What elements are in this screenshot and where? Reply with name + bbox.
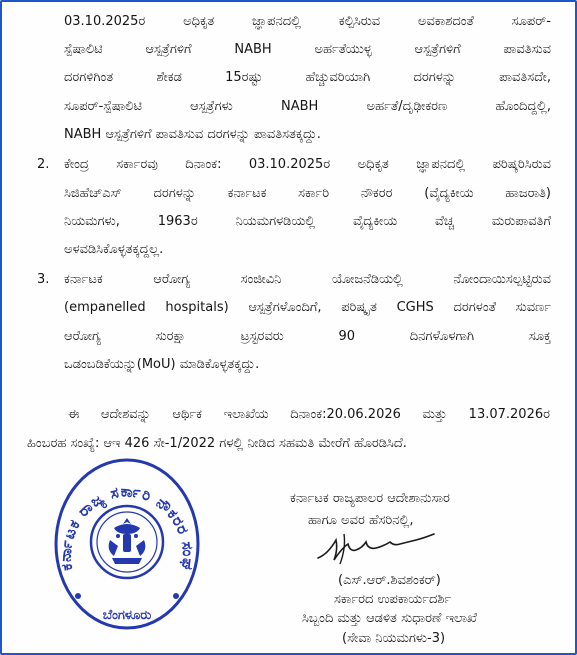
para1-line-4: ಸೂಪರ್-ಸ್ಪೆಷಾಲಿಟಿ ಆಸ್ಪತ್ರೆಗಳು NABH ಅರ್ಹತೆ/ದೃಢೀಕರಣ ಹೊಂದಿದ್ದಲ್ಲಿ,: [64, 99, 551, 114]
seal-arc-text: ಕರ್ನಾಟಕ ರಾಜ್ಯ ಸರ್ಕಾರಿ ನೌಕರರ ಸಂಘ: [56, 482, 198, 572]
item2-line-1: ಕೇಂದ್ರ ಸರ್ಕಾರವು ದಿನಾಂಕ: 03.10.2025ರ ಅಧಿಕೃತ ಜ್ಞಾಪನದಲ್ಲಿ ಪರಿಷ್ಕರಿಸಿರುವ: [64, 157, 551, 172]
department-name: ಸಿಬ್ಬಂದಿ ಮತ್ತು ಆಡಳಿತ ಸುಧಾರಣೆ ಇಲಾಖೆ: [302, 611, 478, 626]
list-number: 2.: [37, 157, 50, 172]
signature-icon: [314, 530, 444, 566]
para1-line-3: ದರಗಳಿಗಿಂತ ಶೇಕಡ 15ರಷ್ಟು ಹೆಚ್ಚುವರಿಯಾಗಿ ದರಗಳನ್ನು ಪಾವತಿಸದೇ,: [64, 70, 551, 85]
item3-line-4: ಒಡಂಬಡಿಕೆಯನ್ನು(MoU) ಮಾಡಿಕೊಳ್ಳತಕ್ಕದ್ದು.: [64, 357, 260, 372]
order-line-2: ಹಾಗೂ ಅವರ ಹೆಸರಿನಲ್ಲಿ,: [308, 513, 414, 528]
item3-line-2: (empanelled hospitals) ಆಸ್ಪತ್ರೆಗಳೊಂದಿಗೆ, ಪರಿಷ್ಕೃತ CGHS ದರಗಳಂತೆ ಸುವರ್ಣ: [64, 300, 551, 315]
item3-line-3: ಆರೋಗ್ಯ ಸುರಕ್ಷಾ ಟ್ರಸ್ಟರವರು 90 ದಿನಗಳೊಳಗಾಗಿ ಸೂಕ್ತ: [64, 329, 551, 344]
para1-line-2: ಸ್ಪೆಷಾಲಿಟಿ ಆಸ್ಪತ್ರೆಗಳಿಗೆ NABH ಅರ್ಹತೆಯುಳ್ಳ ಆಸ್ಪತ್ರೆಗಳಿಗೆ ಪಾವತಿಸುವ: [64, 42, 551, 57]
para1-line-1: 03.10.2025ರ ಅಧಿಕೃತ ಜ್ಞಾಪನದಲ್ಲಿ ಕಲ್ಪಿಸಿರುವ ಅವಕಾಶದಂತೆ ಸೂಪರ್-: [64, 14, 551, 29]
item2-line-4: ಅಳವಡಿಸಿಕೊಳ್ಳತಕ್ಕದ್ದಲ್ಲ.: [64, 242, 164, 257]
signatory-title: ಸರ್ಕಾರದ ಉಪಕಾರ್ಯದರ್ಶಿ: [334, 592, 452, 607]
concurrence-line-2: ಹಿಂಬರಹ ಸಂಖ್ಯೆ: ಆಇ 426 ಸೇ-1/2022 ಗಳಲ್ಲಿ ನೀಡಿದ ಸಹಮತಿ ಮೇರೆಗೆ ಹೊರಡಿಸಿದೆ.: [27, 436, 407, 451]
signatory-name: (ಎಸ್.ಆರ್.ಶಿವಶಂಕರ್): [338, 573, 441, 588]
seal-bottom-text: ಬೆಂಗಳೂರು: [102, 608, 152, 623]
concurrence-line-1: ಈ ಆದೇಶವನ್ನು ಆರ್ಥಿಕ ಇಲಾಖೆಯ ದಿನಾಂಕ:20.06.2026 ಮತ್ತು 13.07.2026ರ: [68, 407, 550, 422]
item3-line-1: ಕರ್ನಾಟಕ ಆರೋಗ್ಯ ಸಂಜೀವಿನಿ ಯೋಜನೆಡಿಯಲ್ಲಿ ನೋಂದಾಯಿಸಲ್ಪಟ್ಟಿರುವ: [64, 272, 551, 287]
item2-line-2: ಸಿಜಿಹೆಚ್ಎಸ್ ದರಗಳನ್ನು ಕರ್ನಾಟಕ ಸರ್ಕಾರಿ ನೌಕರರ (ವೈದ್ಯಕೀಯ ಹಾಜರಾತಿ): [64, 186, 551, 201]
para1-line-5: NABH ಆಸ್ಪತ್ರೆಗಳಿಗೆ ಪಾವತಿಸುವ ದರಗಳನ್ನು ಪಾವತಿಸತಕ್ಕದ್ದು.: [64, 127, 321, 142]
list-number: 3.: [37, 272, 50, 287]
association-seal-icon: [52, 456, 202, 634]
order-line-1: ಕರ್ನಾಟಕ ರಾಜ್ಯಪಾಲರ ಆದೇಶಾನುಸಾರ: [290, 491, 450, 506]
item2-line-3: ನಿಯಮಗಳು, 1963ರ ನಿಯಮಗಳಡಿಯಲ್ಲಿ ವೈದ್ಯಕೀಯ ವೆಚ್ಚ ಮರುಪಾವತಿಗೆ: [64, 214, 551, 229]
section-name: (ಸೇವಾ ನಿಯಮಗಳು-3): [342, 631, 446, 646]
